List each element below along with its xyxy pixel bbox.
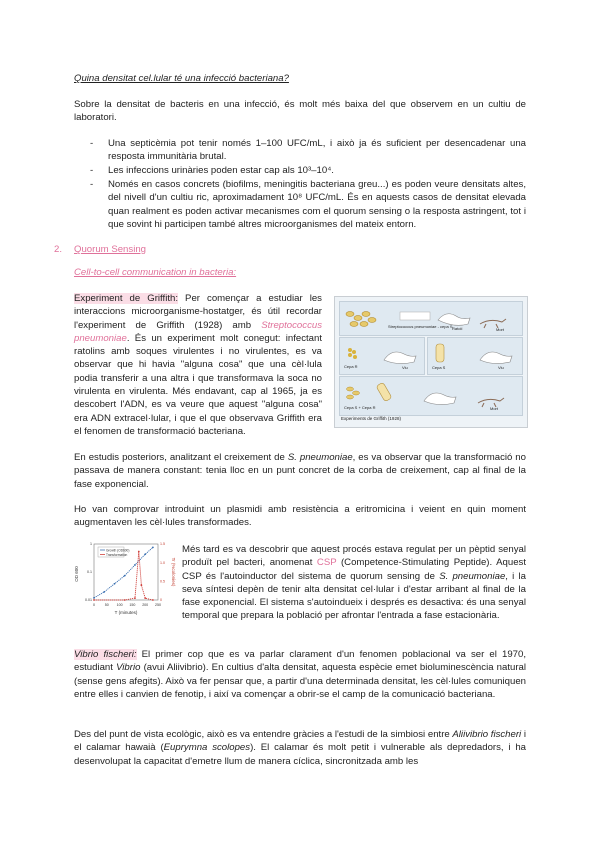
griffith-text: Per començar a estudiar les interaccions microorganisme-hostatger, és útil recordar l'experiment de Griffith (1928) amb — [74, 293, 322, 331]
y-tick-label-right: 0 — [160, 598, 162, 603]
y-tick-label-right: 0.5 — [160, 579, 165, 584]
paragraph-csp — [182, 543, 526, 623]
data-point-transformation — [152, 599, 154, 601]
species-name: Euprymna scolopes — [163, 742, 251, 754]
growth-transformation-chart — [72, 540, 176, 616]
y-tick-label-right: 1.0 — [160, 560, 165, 565]
data-point-growth — [124, 575, 126, 577]
figure-label: Cepa S + Cepa R — [344, 405, 376, 410]
griffith-text: . És un experiment molt conegut: infectant ratolins amb soques virulentes i no virulentes, es va observar que hi havia "alguna cosa" que una cèl·lula podia transferir a una altra i que transformava la soca no virulenta en virulenta. Més endavant, cap al 1965, ja es descobert l'ADN, es va veure que aquest "alguna cosa" era ADN extracel·lular, i que el que observava Griffith era el fenomen de transformació bacteriana. — [74, 332, 322, 437]
paragraph-intro: Sobre la densitat de bacteris en una infecció, és molt més baixa del que observem en un cultiu de laboratori. — [74, 99, 526, 124]
csp-text: (Competence-Stimulating Peptide). Aquest CSP és l'autoinductor del sistema de quorum sensing de — [182, 557, 526, 582]
data-point-growth — [114, 583, 116, 585]
genus-name: Vibrio — [116, 662, 141, 674]
figure-label: Mort — [496, 327, 504, 332]
figure-panel — [339, 337, 425, 375]
y-axis-label-left: OD 600 — [74, 566, 79, 582]
x-tick-label: 100 — [116, 603, 123, 607]
csp-name: CSP — [316, 557, 337, 569]
x-tick-label: 150 — [129, 603, 136, 607]
paragraph-plasmid: Ho van comprovar introduint un plasmidi amb resistència a eritromicina i veient en quin moment augmentaven les cèl·lules transformades. — [74, 504, 526, 529]
figure-label: Viu — [402, 365, 408, 370]
ecology-text: i el calamar hawaià ( — [74, 729, 526, 754]
x-tick-label: 200 — [142, 603, 149, 607]
section-number: 2. — [54, 244, 63, 255]
data-point-transformation — [144, 597, 146, 599]
data-point-growth — [144, 553, 146, 555]
bullet-item: Només en casos concrets (biofilms, meningitis bacteriana greu...) es poden veure densitats altes, del nivell d'un cultiu ric, aproximadament 10⁸ UFC/mL. És en aquests casos de densitat elevada quan realment es poden activar mecanismes com el quorum sensing o la resposta astringent, tot i que sovint hi participen també altres microorganismes del mateix entorn. — [108, 179, 526, 230]
paragraph-ecology — [74, 728, 526, 768]
figure-label: Cepa S — [432, 365, 446, 370]
figure-panel — [339, 301, 523, 336]
vibrio-text: El primer cop que es va parlar clarament d'un fenomen poblacional va ser el 1970, estudiant — [74, 649, 527, 674]
data-point-transformation — [124, 599, 126, 601]
figure-label: Cepa R — [344, 364, 358, 369]
data-point-growth — [134, 564, 136, 566]
figure-panel — [427, 337, 523, 375]
griffith-experiment-figure — [334, 296, 528, 428]
csp-text: Més tard es va descobrir que aquest procés estava regulat per un pèptid senyal produït pel bacteri, anomenat — [182, 544, 526, 569]
bullet-marker: - — [90, 165, 94, 176]
paragraph-griffith — [74, 292, 322, 438]
species-name: S. pneumoniae — [287, 452, 353, 463]
ecology-text: Des del punt de vista ecològic, això es va entendre gràcies a l'estudi de la simbiosi entre — [74, 729, 453, 740]
bacteria-capsule-icon — [340, 302, 522, 335]
figure-label: Mort — [490, 406, 498, 411]
figure-panel — [339, 376, 523, 416]
csp-text: , i la seva síntesi depèn de tenir alta densitat cel·lular i d'estar arribant al final de la fase exponencial. El sistema s'autoindueix i després es desactiva: és una senyal temporal que prepara la població per afrontar l'entrada a fase estacionària. — [182, 570, 526, 622]
subheading-cell-communication: Cell-to-cell communication in bacteria: — [74, 267, 237, 278]
bullet-marker: - — [90, 179, 94, 190]
figure-label: Viu — [498, 365, 504, 370]
heading-bacterial-density: Quina densitat cel.lular té una infecció bacteriana? — [74, 73, 289, 84]
bullet-marker: - — [90, 138, 94, 149]
section-title: Quorum Sensing — [74, 244, 146, 255]
bullet-item: Una septicèmia pot tenir només 1–100 UFC/mL, i això ja és suficient per desencadenar una resposta immunitària brutal. — [108, 138, 526, 163]
y-tick-label-left: 0.1 — [87, 570, 92, 575]
paragraph-vibrio — [74, 648, 526, 701]
species-name: Aliivibrio fischeri — [452, 729, 522, 740]
y-axis-label-right: Tr (%colonies) — [171, 557, 176, 587]
data-point-growth — [93, 597, 95, 599]
y-tick-label-left: 1 — [90, 542, 92, 547]
figure-label: Ratolí — [452, 326, 463, 331]
y-tick-label-left: 0.01 — [85, 598, 92, 603]
species-name: S. pneumoniae — [439, 570, 506, 582]
x-tick-label: 0 — [93, 603, 95, 607]
legend-entry: Transformation — [106, 553, 128, 557]
studies-text: En estudis posteriors, analitzant el creixement de — [74, 452, 288, 463]
vibrio-text: (avui Aliivibrio). En cultius d'alta densitat, aquesta espècie emet bioluminescència natural (sense gens afegits). Això va fer pensar que, a partir d'una determinada densitat, les cèl·lules comuniquen entre elles i canvien de fenotip, i així va començar a obrir-se el camp de la comunicació bacteriana. — [74, 662, 526, 700]
y-tick-label-right: 1.5 — [160, 542, 165, 547]
ecology-text: ). El calamar és molt petit i vulnerable als depredadors, i ha desenvolupat la capacitat d'emetre llum de manera cíclica, sincronitzada amb les — [74, 742, 526, 767]
vibrio-label: Vibrio fischeri: — [74, 649, 137, 660]
data-point-growth — [103, 591, 105, 593]
paragraph-later-studies — [74, 451, 526, 491]
studies-text: , es va observar que la transformació no passava de manera constant: tenia lloc en un punt concret de la corba de creixement, cap al final de la fase exponencial. — [74, 452, 526, 490]
data-point-growth — [152, 546, 154, 548]
bullet-item: Les infeccions urinàries poden estar cap als 10³–10⁴. — [108, 165, 334, 176]
figure-label: Streptococcus pneumoniae - cepa S — [388, 324, 453, 329]
griffith-label: Experiment de Griffith: — [74, 293, 179, 304]
data-point-transformation — [140, 584, 142, 586]
data-point-transformation — [134, 597, 136, 599]
species-name: Streptococcus pneumoniae — [74, 319, 322, 344]
x-axis-label: T (minutes) — [114, 610, 138, 615]
x-tick-label: 250 — [155, 603, 161, 607]
x-tick-label: 50 — [104, 603, 109, 607]
legend-entry: Growth (OD600) — [106, 548, 130, 553]
data-point-transformation — [138, 551, 140, 553]
figure-caption: Experiments de Griffith (1928) — [341, 416, 401, 421]
data-point-transformation — [93, 599, 95, 601]
